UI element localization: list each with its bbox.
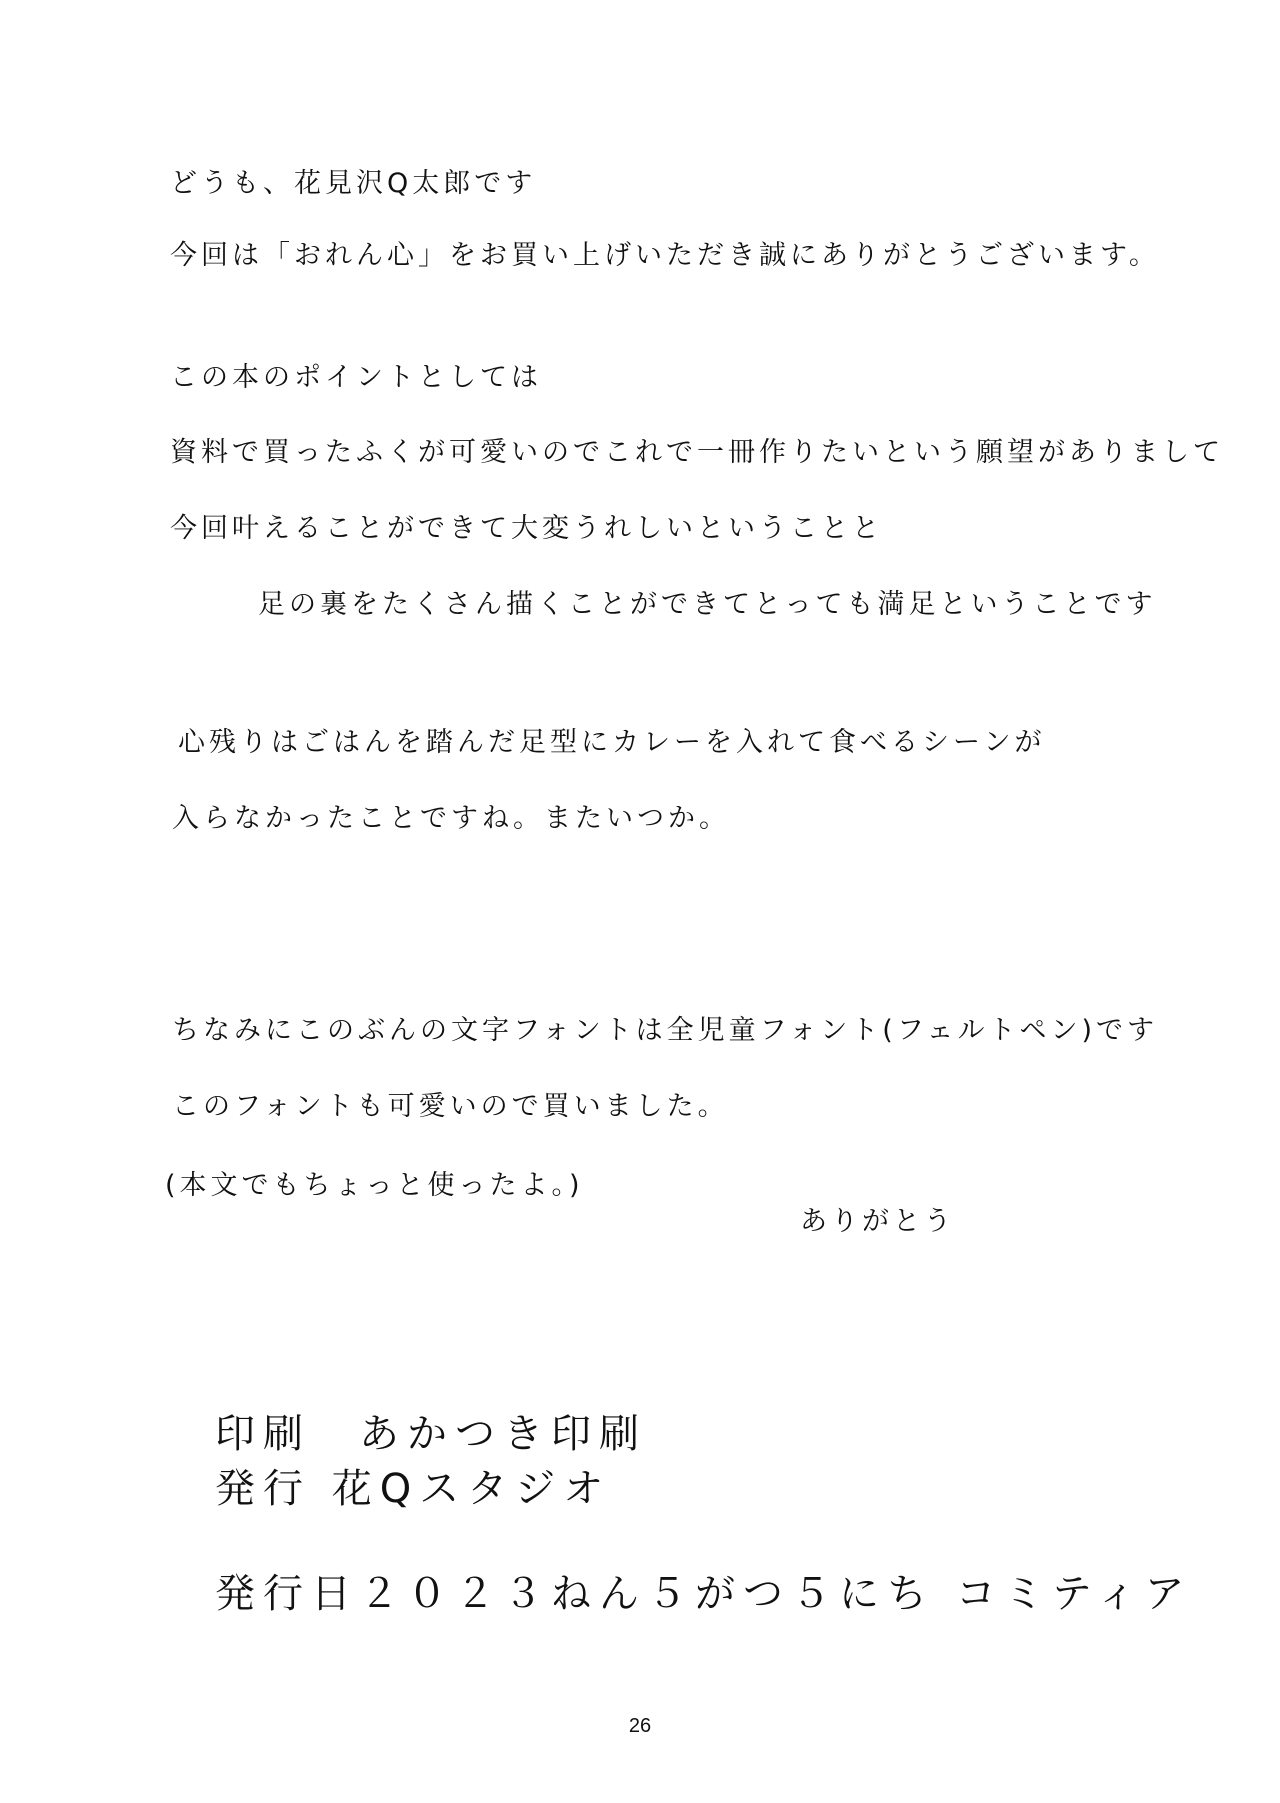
point-line-2: 今回叶えることができて大変うれしいということと [170,513,883,544]
signoff-text: ありがとう [800,1206,955,1237]
point-line-3: 足の裏をたくさん描くことができてとっても満足ということです [258,589,1157,620]
publication-date: 発行日２０２３ねん５がつ５にち コミティア [215,1571,1193,1617]
regret-line-2: 入らなかったことですね。またいつか。 [172,803,730,834]
page-number: 26 [628,1715,652,1737]
thanks-text: 今回は「おれん心」をお買い上げいただき誠にありがとうございます。 [170,240,1160,271]
font-note-line-3: (本文でもちょっと使ったよ。) [165,1170,584,1201]
greeting-text: どうも、花見沢Q太郎です [170,168,537,199]
printer-credit: 印刷 あかつき印刷 [215,1411,647,1457]
font-note-line-2: このフォントも可愛いので買いました。 [172,1091,729,1122]
regret-line-1: 心残りはごはんを踏んだ足型にカレーを入れて食べるシーンが [178,727,1046,758]
point-intro-text: この本のポイントとしては [170,362,542,393]
font-note-line-1: ちなみにこのぶんの文字フォントは全児童フォント(フェルトペン)です [172,1015,1159,1046]
point-line-1: 資料で買ったふくが可愛いのでこれで一冊作りたいという願望がありまして [170,437,1224,468]
publisher-credit: 発行 花Qスタジオ [215,1466,612,1512]
